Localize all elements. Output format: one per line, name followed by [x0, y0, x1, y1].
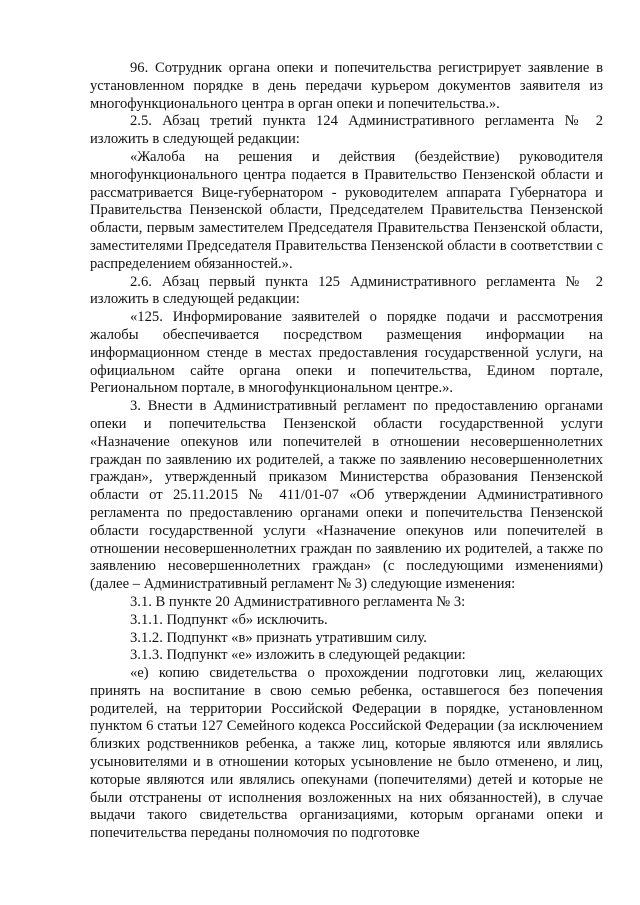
paragraph-125-text: «125. Информирование заявителей о порядке подачи и рассмотрения жалобы обеспечивается посредством размещения информации на информационном стенде в местах предоставления государственной услуги, на официальном сайте органа опеки и попечительства, Едином портале, Региональном портале, в многофункциональном центре.». [90, 309, 603, 397]
paragraph-3: 3. Внести в Административный регламент по предоставлению органами опеки и попечительства Пензенской области государственной услуги «Назначение опекунов или попечителей в отношении несовершеннолетних граждан по заявлению их родителей, а также по заявлению несовершеннолетних граждан», утвержденный приказом Министерства образования Пензенской области от 25.11.2015 № 411/01-07 «Об утверждении Административного регламента по предоставлению органами опеки и попечительства Пензенской области государственной услуги «Назначение опекунов или попечителей в отношении несовершеннолетних граждан по заявлению их родителей, а также по заявлению несовершеннолетних граждан» (с последующими изменениями) (далее – Административный регламент № 3) следующие изменения: [90, 398, 603, 593]
paragraph-subitem-e-text: «е) копию свидетельства о прохождении подготовки лиц, желающих принять на воспитание в свою семью ребенка, оставшегося без попечения родителей, на территории Российской Федерации в порядке, установленном пунктом 6 статьи 127 Семейного кодекса Российской Федерации (за исключением близких родственников ребенка, а также лиц, которые являются или являлись усыновителями и в отношении которых усыновление не было отменено, и лиц, которые являются или являлись опекунами (попечителями) детей и которые не были отстранены от исполнения возложенных на них обязанностей), в случае выдачи такого свидетельства организациями, которым органами опеки и попечительства переданы полномочия по подготовке [90, 665, 603, 842]
paragraph-complaint-text: «Жалоба на решения и действия (бездействие) руководителя многофункционального центра подается в Правительство Пензенской области и рассматривается Вице-губернатором - руководителем аппарата Губернатора и Правительства Пензенской области, Председателем Правительства Пензенской области, первым заместителем Председателя Правительства Пензенской области, заместителями Председателя Правительства Пензенской области в соответствии с распределением обязанностей.». [90, 148, 603, 272]
document-page [90, 60, 603, 843]
paragraph-2-5: 2.5. Абзац третий пункта 124 Административного регламента № 2 изложить в следующей редакции: [90, 113, 603, 148]
paragraph-3-1-3: 3.1.3. Подпункт «е» изложить в следующей редакции: [130, 647, 466, 664]
paragraph-96: 96. Сотрудник органа опеки и попечительства регистрирует заявление в установленном порядке в день передачи курьером документов заявителя из многофункционального центра в орган опеки и попечительства.». [90, 60, 603, 112]
paragraph-3-1: 3.1. В пункте 20 Административного регламента № 3: [130, 593, 466, 610]
paragraph-3-1-2: 3.1.2. Подпункт «в» признать утратившим силу. [130, 629, 427, 646]
paragraph-2-6: 2.6. Абзац первый пункта 125 Административного регламента № 2 изложить в следующей редакции: [90, 273, 603, 308]
paragraph-3-1-1: 3.1.1. Подпункт «б» исключить. [130, 611, 328, 628]
